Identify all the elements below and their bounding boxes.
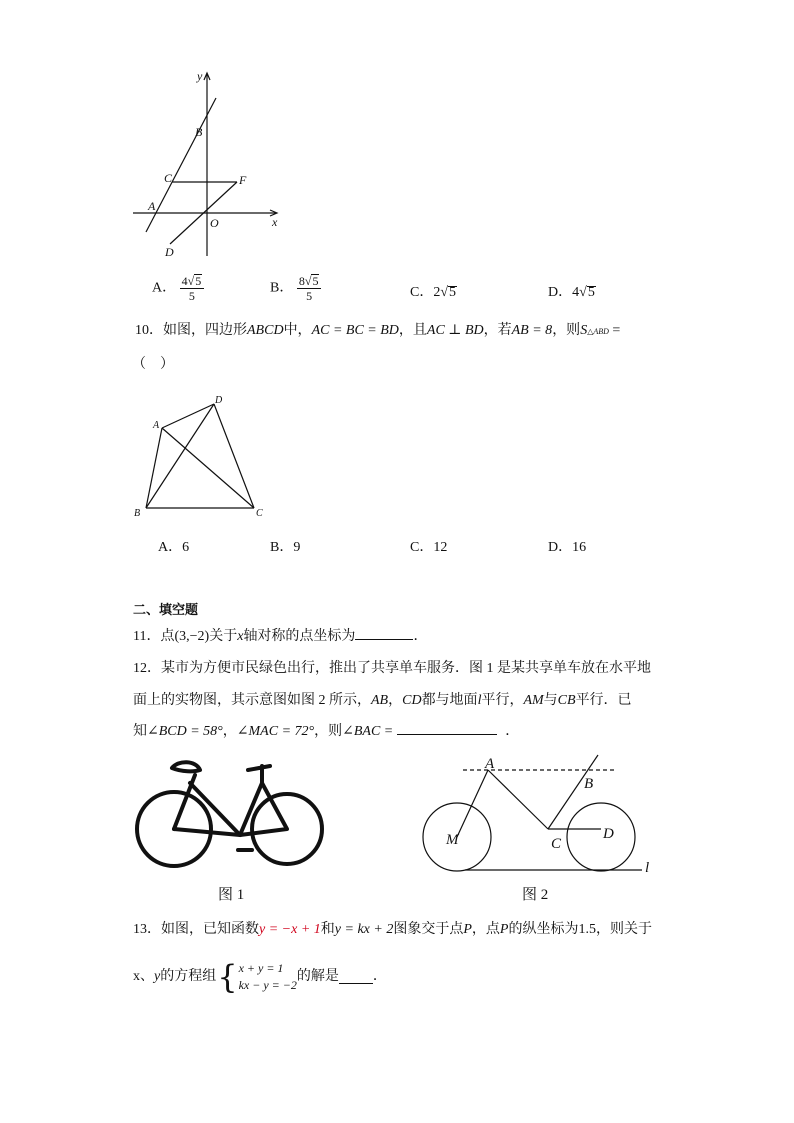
q10-option-a: A．6: [158, 540, 190, 555]
answer-blank: [355, 639, 413, 640]
q9-figure: [125, 65, 290, 265]
label-b: B: [584, 776, 594, 792]
label-c: C: [256, 508, 263, 519]
frame-seat-tube: [174, 775, 195, 829]
equation-brace: {: [217, 958, 238, 996]
label-a: A: [485, 756, 495, 772]
fig1-caption: 图 1: [218, 887, 245, 903]
q9-option-a: A． $\frac{4√5}{5}$: [152, 274, 204, 303]
label-c: C: [551, 836, 562, 852]
q10-option-c: C．12: [410, 540, 448, 555]
q10-figure: [130, 390, 270, 520]
q9-option-d: D．4√5: [548, 285, 595, 300]
bicycle-photo: [128, 755, 333, 870]
label-b: B: [195, 125, 203, 139]
q9-option-b: B． $\frac{8√5}{5}$: [270, 274, 321, 303]
q12-line-1: 12．某市为方便市民绿色出行，推出了共享单车服务．图 1 是某共享单车放在水平地: [133, 661, 651, 676]
fraction: $\frac{8√5}{5}$: [297, 274, 322, 303]
label-x: x: [272, 215, 278, 229]
label-c: C: [164, 171, 173, 185]
q10-paren: （ ）: [132, 357, 174, 372]
q12-line-2: 面上的实物图，其示意图如图 2 所示，AB，CD都与地面l平行，AM与CB平行．已: [133, 693, 632, 708]
label-a: A: [148, 199, 156, 213]
q13-line-2: x、 y 的方程组 { x + y = 1 kx − y = −2 的解是 ．: [133, 958, 387, 996]
equation-system: x + y = 1 kx − y = −2: [238, 961, 297, 992]
label-y: y: [197, 69, 203, 83]
q13-line-1: 13．如图，已知函数y = −x + 1和y = kx + 2图象交于点P，点P的纵坐标为1.5，则关于: [133, 922, 652, 937]
q11-stem: 11．点(3,−2)关于x轴对称的点坐标为 ．: [133, 629, 428, 644]
saddle: [172, 762, 200, 771]
q12-line-3: 知∠BCD = 58°，∠MAC = 72°，则∠BAC = ．: [133, 724, 520, 739]
fig2-caption: 图 2: [522, 887, 549, 903]
answer-blank: [339, 971, 373, 984]
label-l: l: [645, 860, 650, 876]
diag-ac: [162, 428, 254, 508]
q10-option-b: B．9: [270, 540, 301, 555]
label-f: F: [239, 173, 247, 187]
wheel-d: [567, 803, 635, 871]
label-a: A: [153, 420, 160, 431]
handlebar: [248, 766, 270, 783]
edge-cd: [214, 404, 254, 508]
q12-schematic: [415, 748, 660, 876]
label-d: D: [603, 826, 614, 842]
q9-option-c: C．2√5: [410, 285, 457, 300]
label-o: O: [210, 216, 219, 230]
fraction: $\frac{4√5}{5}$: [180, 274, 205, 303]
label-b: B: [134, 508, 141, 519]
chainstay: [174, 829, 240, 835]
label-m: M: [446, 832, 459, 848]
q10-stem: 10．如图，四边形ABCD中，AC = BC = BD，且AC ⊥ BD，若AB = 8，则S△ABD =: [135, 323, 621, 338]
answer-blank: [397, 734, 497, 735]
label-d: D: [215, 395, 223, 406]
section-title: 二、填空题: [133, 603, 199, 618]
label-d: D: [165, 245, 174, 259]
segment-ac: [488, 770, 548, 829]
q10-option-d: D．16: [548, 540, 587, 555]
